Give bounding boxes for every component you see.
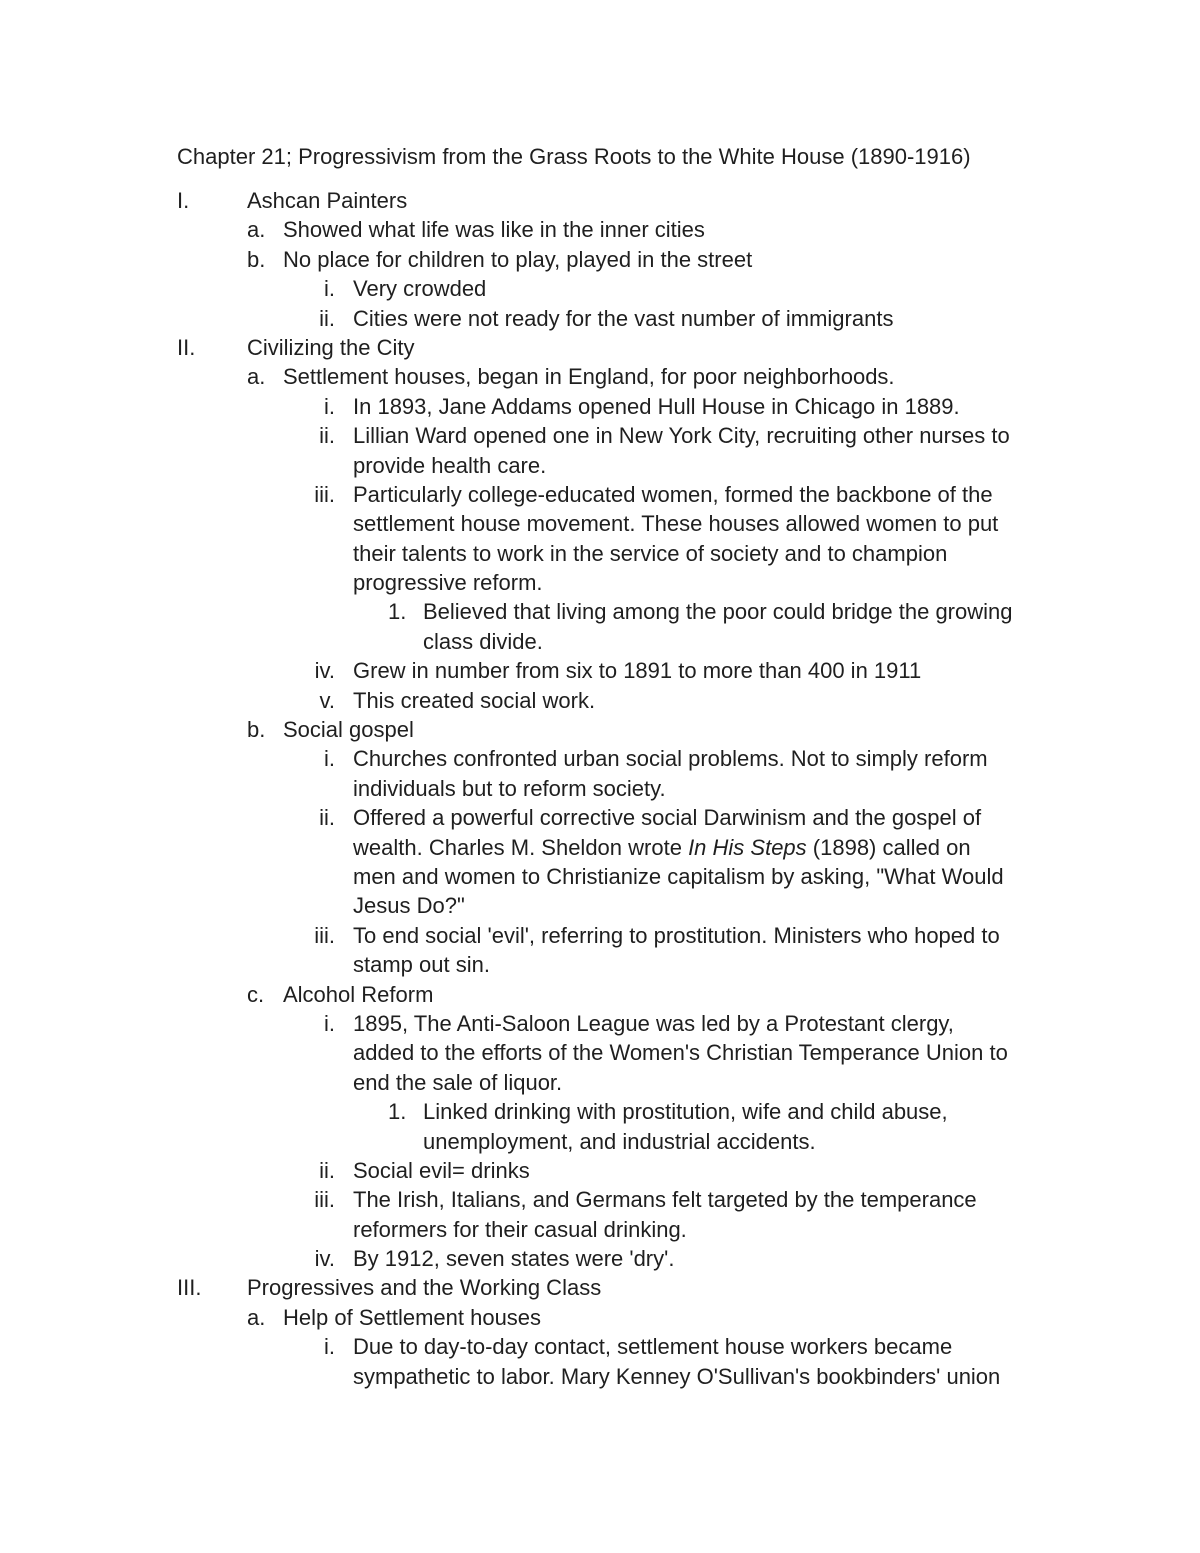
list-marker: iv. [314,658,335,684]
list-item-text: Social evil= drinks [353,1157,530,1183]
list-marker: a. [247,217,266,243]
text-run: wealth. Charles M. Sheldon wrote [353,834,689,860]
outline-continuation-line [0,891,1200,920]
outline-item-level-4 [0,1097,1200,1126]
outline-item-level-3 [0,803,1200,832]
outline-continuation-line [0,774,1200,803]
outline-continuation-line [0,539,1200,568]
list-item-text: end the sale of liquor. [353,1069,563,1095]
list-item-text: added to the efforts of the Women's Christian Temperance Union to [353,1040,1008,1066]
outline-continuation-line [0,1038,1200,1067]
outline-item-level-1 [0,1273,1200,1302]
outline-continuation-line [0,862,1200,891]
list-item-text: To end social 'evil', referring to prostitution. Ministers who hoped to [353,922,1000,948]
outline-item-level-2 [0,215,1200,244]
list-item-text: Social gospel [283,717,414,743]
list-item-text: sympathetic to labor. Mary Kenney O'Sullivan's bookbinders' union [353,1363,1001,1389]
list-item-text [353,833,971,862]
list-marker: iv. [314,1246,335,1272]
list-marker: ii. [319,423,335,449]
list-marker: II. [177,334,196,360]
list-marker: a. [247,364,266,390]
list-item-text: No place for children to play, played in the street [283,246,753,272]
list-item-text: individuals but to reform society. [353,775,666,801]
list-item-text: Progressives and the Working Class [247,1275,602,1301]
list-marker: i. [324,276,335,302]
list-item-text: Civilizing the City [247,334,415,360]
list-item-text: provide health care. [353,452,547,478]
list-marker: i. [324,746,335,772]
list-item-text: Offered a powerful corrective social Darwinism and the gospel of [353,805,982,831]
outline-item-level-4 [0,597,1200,626]
outline-continuation-line [0,950,1200,979]
list-marker: 1. [388,1099,407,1125]
list-marker: v. [319,687,335,713]
outline-item-level-1 [0,186,1200,215]
list-item-text: Due to day-to-day contact, settlement house workers became [353,1334,953,1360]
list-item-text: men and women to Christianize capitalism by asking, "What Would [353,863,1004,889]
outline-item-level-3 [0,686,1200,715]
outline-item-level-3 [0,1156,1200,1185]
list-item-text: The Irish, Italians, and Germans felt targeted by the temperance [353,1187,977,1213]
outline-item-level-3 [0,392,1200,421]
outline-item-level-2 [0,1303,1200,1332]
list-marker: I. [177,188,190,213]
outline-item-level-3 [0,421,1200,450]
list-item-text: This created social work. [353,687,596,713]
list-marker: 1. [388,599,407,625]
list-marker: i. [324,1010,335,1036]
outline-continuation-line [0,1215,1200,1244]
list-marker: ii. [319,1157,335,1183]
list-marker: c. [247,981,265,1007]
list-item-text: Believed that living among the poor could bridge the growing [423,599,1013,625]
list-item-text: Ashcan Painters [247,188,408,213]
list-marker: ii. [319,305,335,331]
outline-item-level-3 [0,480,1200,509]
outline-item-level-2 [0,980,1200,1009]
outline-continuation-line [0,451,1200,480]
list-item-text: Help of Settlement houses [283,1304,542,1330]
list-item-text: Particularly college-educated women, formed the backbone of the [353,481,993,507]
list-item-text: stamp out sin. [353,952,490,978]
outline-continuation-line [0,1068,1200,1097]
list-marker: i. [324,393,335,419]
list-item-text: Cities were not ready for the vast number of immigrants [353,305,894,331]
outline-item-level-3 [0,304,1200,333]
outline-continuation-line [0,568,1200,597]
outline-item-level-2 [0,715,1200,744]
outline-item-level-2 [0,362,1200,391]
list-marker: i. [324,1334,335,1360]
list-item-text: Jesus Do?" [353,893,465,919]
list-item-text: unemployment, and industrial accidents. [423,1128,816,1154]
list-item-text: Settlement houses, began in England, for poor neighborhoods. [283,364,895,390]
book-title: In His Steps [688,834,807,860]
list-item-text: Lillian Ward opened one in New York City, recruiting other nurses to [353,423,1010,449]
outline-list [0,186,1200,1391]
text-run: (1898) called on [806,834,971,860]
outline-continuation-line [0,627,1200,656]
list-item-text: Grew in number from six to 1891 to more than 400 in 1911 [353,658,922,684]
list-item-text: progressive reform. [353,570,543,596]
outline-item-level-3 [0,1185,1200,1214]
outline-item-level-3 [0,1009,1200,1038]
outline-item-level-3 [0,1244,1200,1273]
list-marker: iii. [314,1187,335,1213]
list-item-text: reformers for their casual drinking. [353,1216,687,1242]
list-item-text: Alcohol Reform [283,981,434,1007]
list-item-text: their talents to work in the service of society and to champion [353,540,948,566]
outline-item-level-1 [0,333,1200,362]
list-marker: III. [177,1275,202,1301]
outline-item-level-3 [0,274,1200,303]
list-item-text: Linked drinking with prostitution, wife and child abuse, [423,1099,948,1125]
outline-continuation-line [0,509,1200,538]
page-title: Chapter 21; Progressivism from the Grass Roots to the White House (1890-1916) [177,144,971,169]
list-item-text: In 1893, Jane Addams opened Hull House in Chicago in 1889. [353,393,960,419]
list-marker: ii. [319,805,335,831]
outline-continuation-line [0,1362,1200,1391]
outline-continuation-line [0,833,1200,862]
list-item-text: Showed what life was like in the inner cities [283,217,705,243]
outline-item-level-2 [0,245,1200,274]
list-item-text: class divide. [423,628,543,654]
outline-item-level-3 [0,921,1200,950]
list-marker: b. [247,246,266,272]
list-item-text: By 1912, seven states were 'dry'. [353,1246,675,1272]
outline-continuation-line [0,1127,1200,1156]
outline-item-level-3 [0,656,1200,685]
list-marker: iii. [314,922,335,948]
list-item-text: settlement house movement. These houses allowed women to put [353,511,999,537]
list-marker: a. [247,1304,266,1330]
outline-item-level-3 [0,1332,1200,1361]
list-marker: b. [247,717,266,743]
list-item-text: Churches confronted urban social problems. Not to simply reform [353,746,988,772]
list-marker: iii. [314,481,335,507]
outline-item-level-3 [0,744,1200,773]
list-item-text: Very crowded [353,276,487,302]
list-item-text: 1895, The Anti-Saloon League was led by a Protestant clergy, [353,1010,954,1036]
